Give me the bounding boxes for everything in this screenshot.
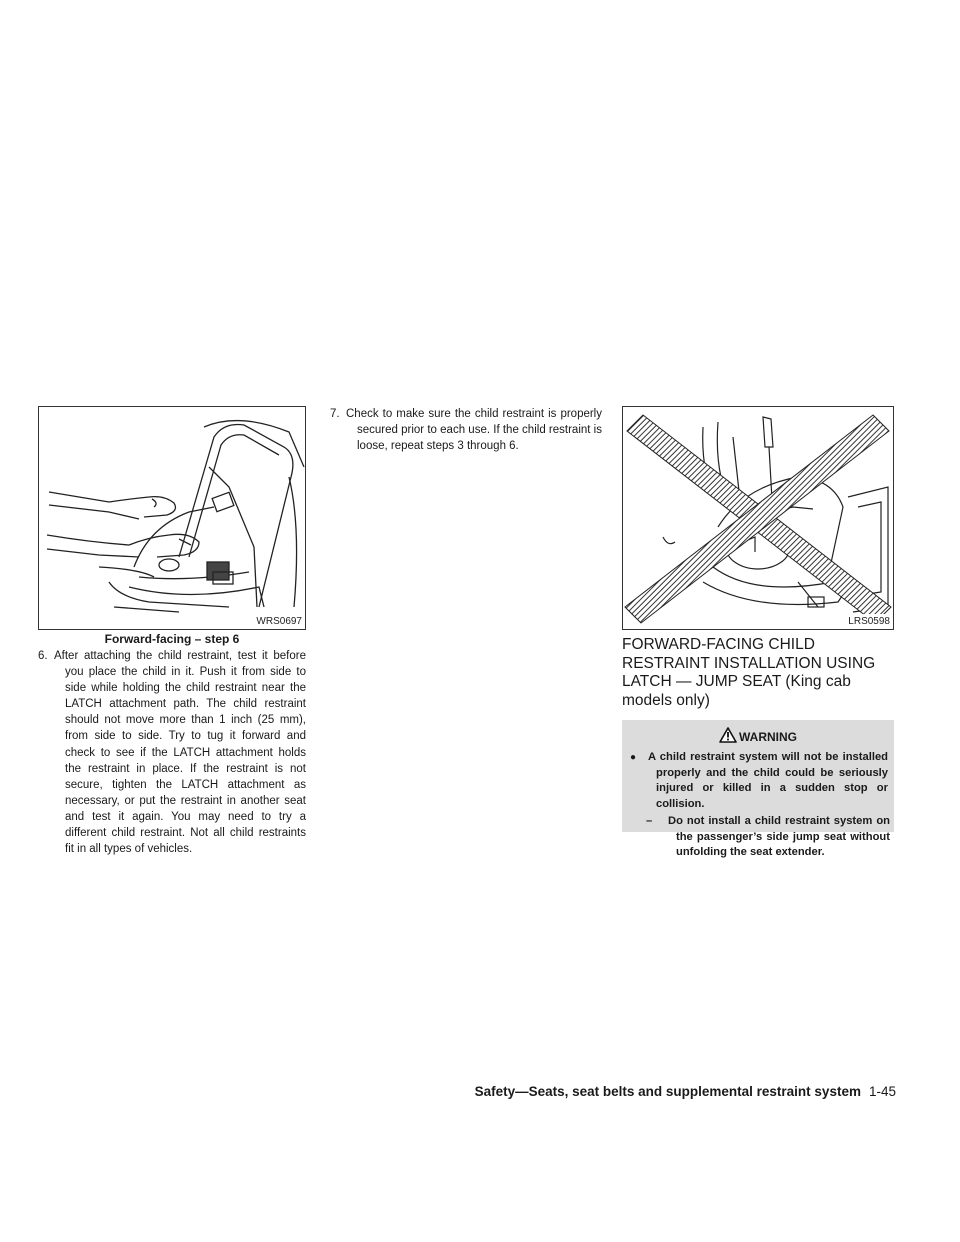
step-text: Check to make sure the child restraint is properly secured prior to each use. If the child restraint is loose, repeat steps 3 through 6. — [346, 408, 602, 453]
figure-code: LRS0598 — [845, 614, 893, 629]
page-footer — [475, 1084, 896, 1100]
warning-box — [622, 720, 894, 859]
bullet-icon: ● — [630, 752, 637, 763]
page-number: 1-45 — [868, 1084, 896, 1099]
step-7-paragraph — [330, 406, 602, 454]
dash-icon: – — [646, 815, 653, 827]
warning-item-text: A child restraint system will not be installed properly and the child could be seriously injured or killed in a sudden stop or collision. — [648, 751, 888, 810]
heading-line: LATCH — JUMP SEAT (King cab — [622, 673, 851, 691]
warning-title-text: WARNING — [739, 730, 797, 744]
figure-code: WRS0697 — [253, 614, 305, 629]
heading-line: RESTRAINT INSTALLATION USING — [622, 654, 876, 672]
heading-line: models only) — [622, 691, 710, 709]
heading-line: FORWARD-FACING CHILD — [622, 636, 815, 653]
figure-caption: Forward-facing – step 6 — [104, 632, 240, 646]
incorrect-installation-figure — [622, 406, 894, 630]
step-number: 7. — [330, 408, 340, 420]
step-number: 6. — [38, 650, 48, 662]
section-heading — [622, 636, 902, 710]
crossed-out-seat-illustration — [623, 407, 895, 631]
forward-facing-step6-figure — [38, 406, 306, 630]
warning-subitem-text: Do not install a child restraint system on the passenger’s side jump seat without unfolding the seat extender. — [668, 815, 890, 859]
warning-triangle-icon — [719, 727, 737, 746]
step-text: After attaching the child restraint, test it before you place the child in it. Push it from side to side while holding the child restraint near the LATCH attachment path. The child restraint should not move more than 1 inch (25 mm), from side to side. Try to tug it forward and check to see if the LATCH attachment holds the restraint in place. If the restraint is not secure, tighten the LATCH attachment as necessary, or put the restraint in another seat and test it again. You may need to try a different child restraint. Not all child restraints fit in all types of vehicles. — [54, 650, 306, 856]
step-6-paragraph — [38, 648, 306, 857]
footer-section-title: Safety—Seats, seat belts and supplemental restraint system — [474, 1084, 861, 1099]
warning-item — [630, 750, 888, 812]
warning-title — [622, 727, 894, 746]
warning-subitem — [646, 814, 890, 861]
child-seat-illustration — [39, 407, 307, 631]
